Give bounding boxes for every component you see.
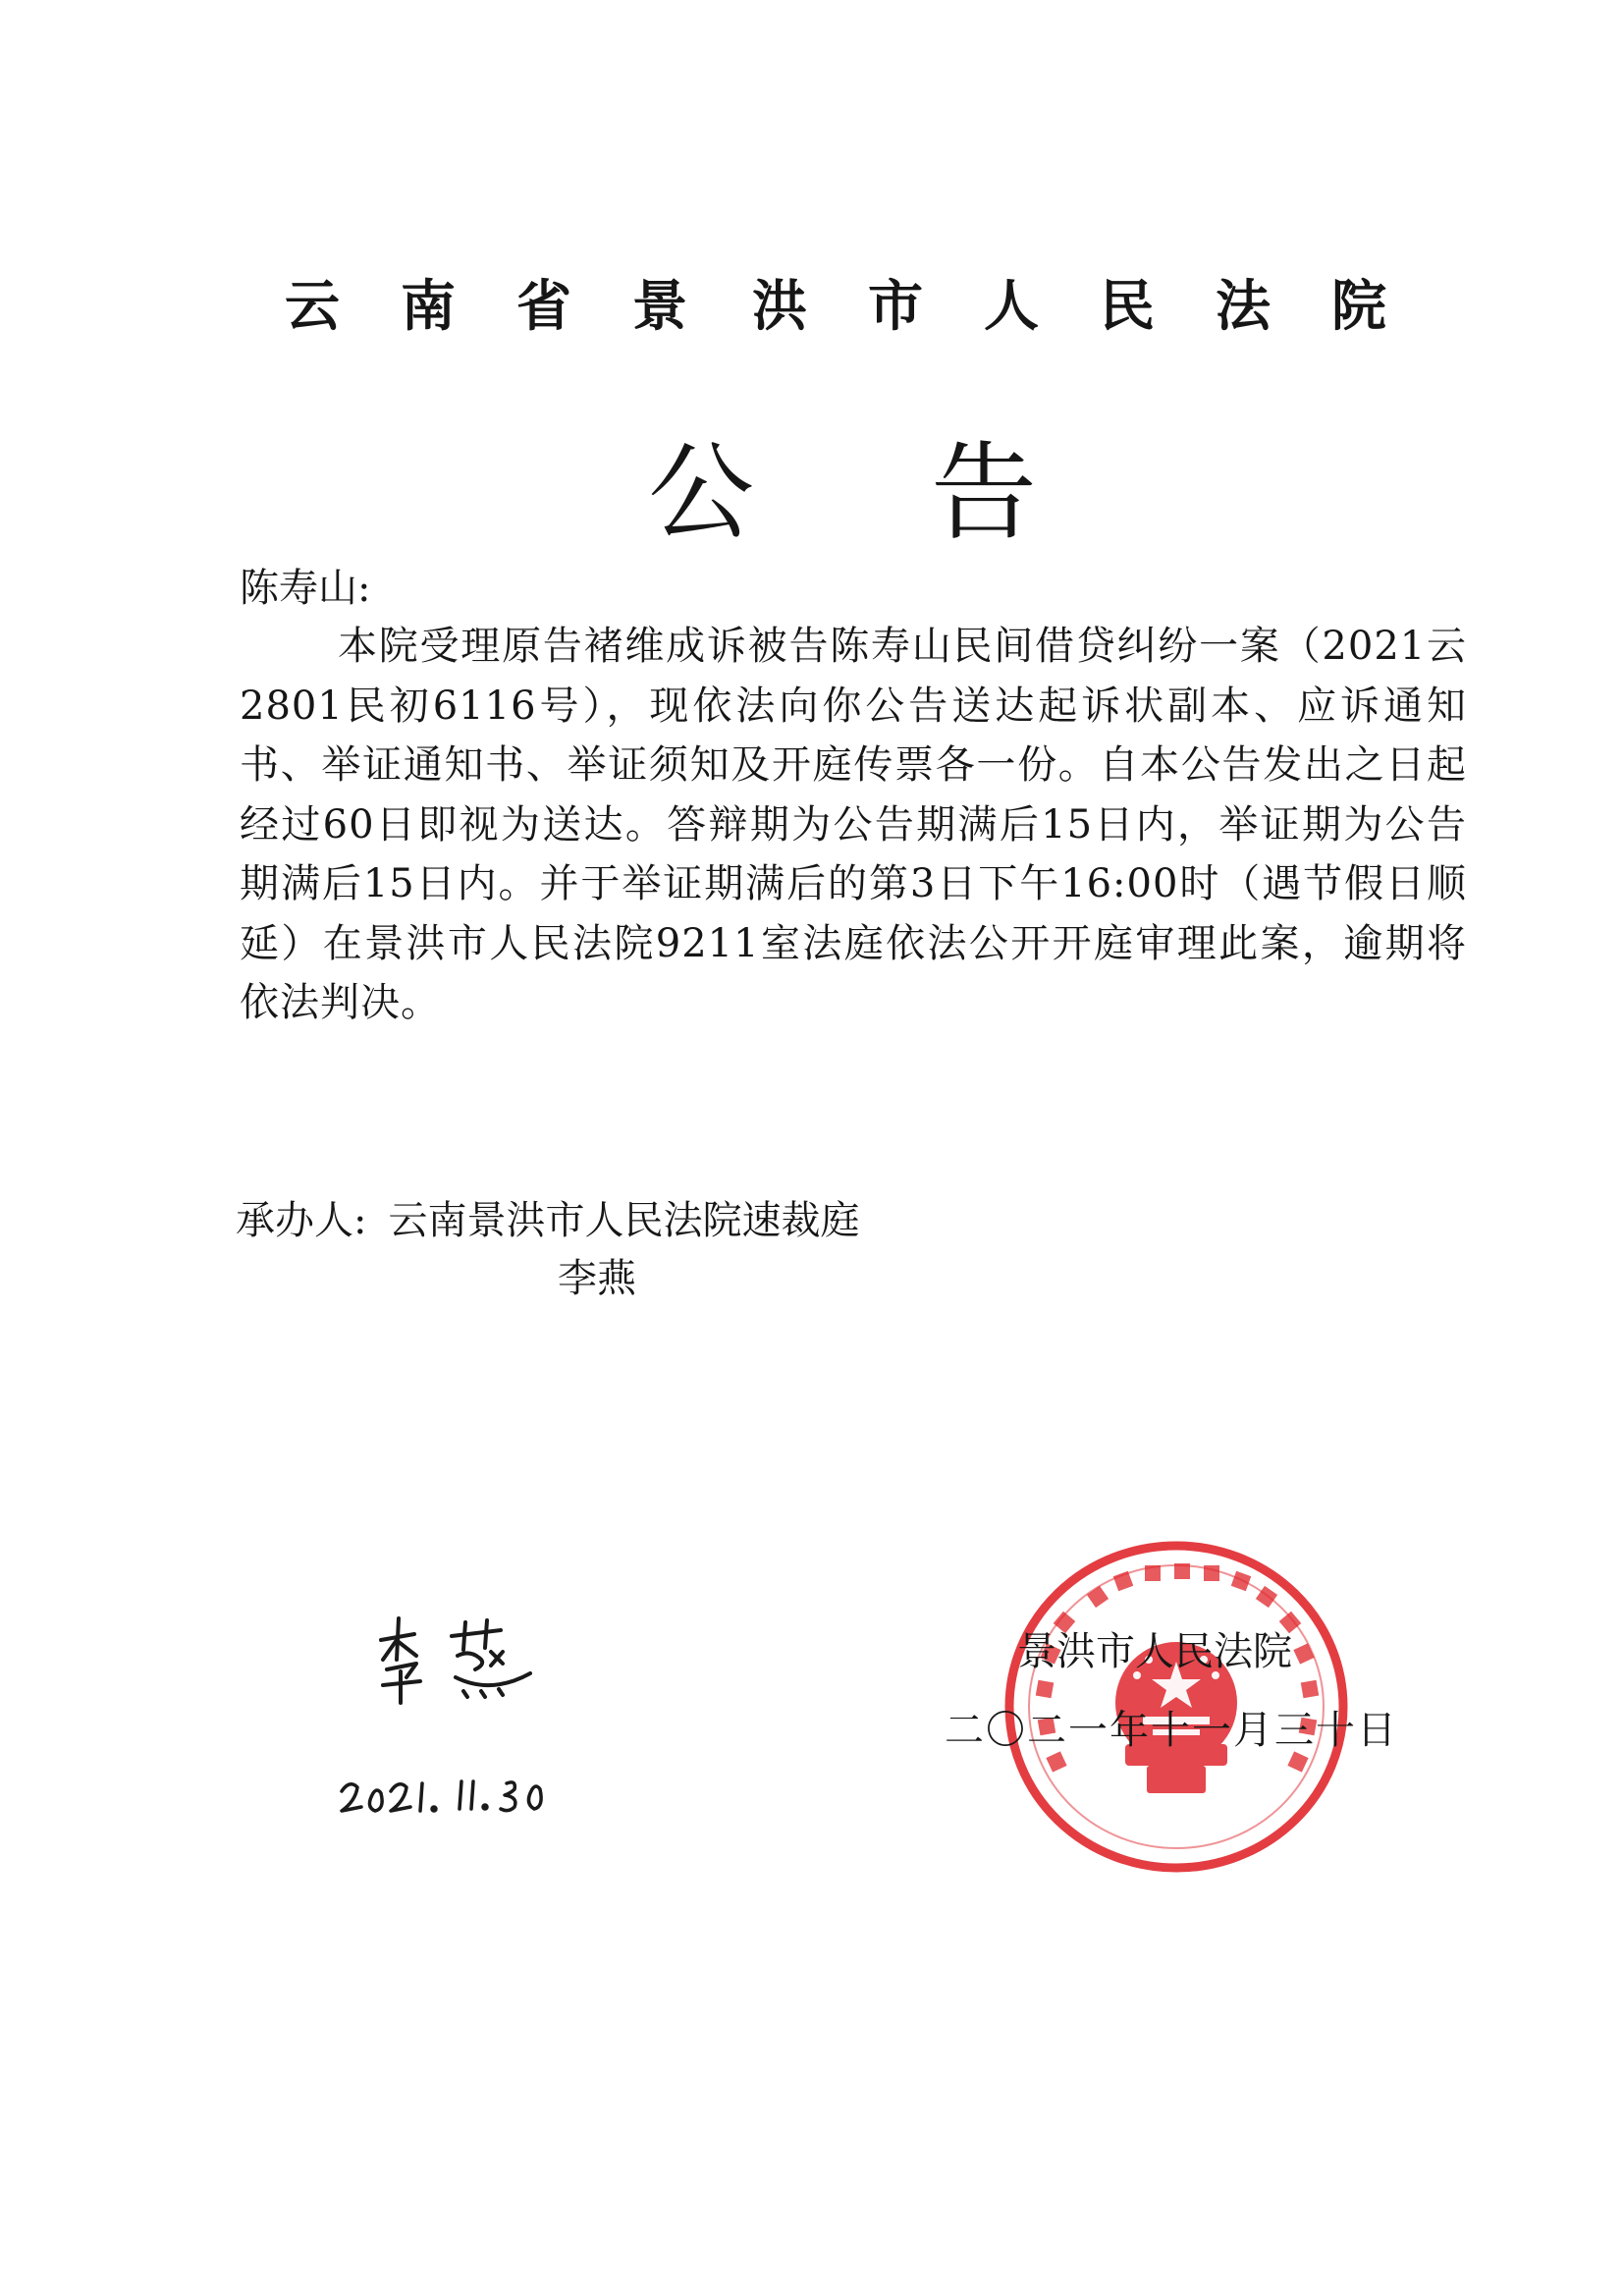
handwritten-date-icon	[336, 1768, 562, 1827]
handler-department: 云南景洪市人民法院速裁庭	[388, 1198, 860, 1243]
notice-title: 公告	[648, 432, 1215, 555]
issuer-court: 景洪市人民法院	[1017, 1629, 1292, 1674]
court-name-heading	[285, 263, 1463, 342]
court-name-part1: 云南省景	[285, 275, 748, 339]
handler-row	[236, 1189, 859, 1245]
issue-date: 二〇二一年十一月三十日	[945, 1708, 1398, 1753]
addressee: 陈寿山:	[240, 566, 371, 611]
handwritten-signature-icon	[373, 1601, 540, 1709]
handler-label: 承办人:	[236, 1198, 367, 1243]
notice-body: 本院受理原告褚维成诉被告陈寿山民间借贷纠纷一案（2021云2801民初6116号），现依法向你公告送达起诉状副本、应诉通知书、举证通知书、举证须知及开庭传票各一份。自本公告发出之日起经过60日即视为送达。答辩期为公告期满后15日内，举证期为公告期满后15日内。并于举证期满后的第3日下午16:00时（遇节假日顺延）在景洪市人民法院9211室法庭依法公开开庭审理此案，逾期将依法判决。	[240, 624, 1467, 1025]
court-name-part2: 洪市人民法院	[752, 275, 1447, 339]
handler-name: 李燕	[558, 1256, 636, 1301]
